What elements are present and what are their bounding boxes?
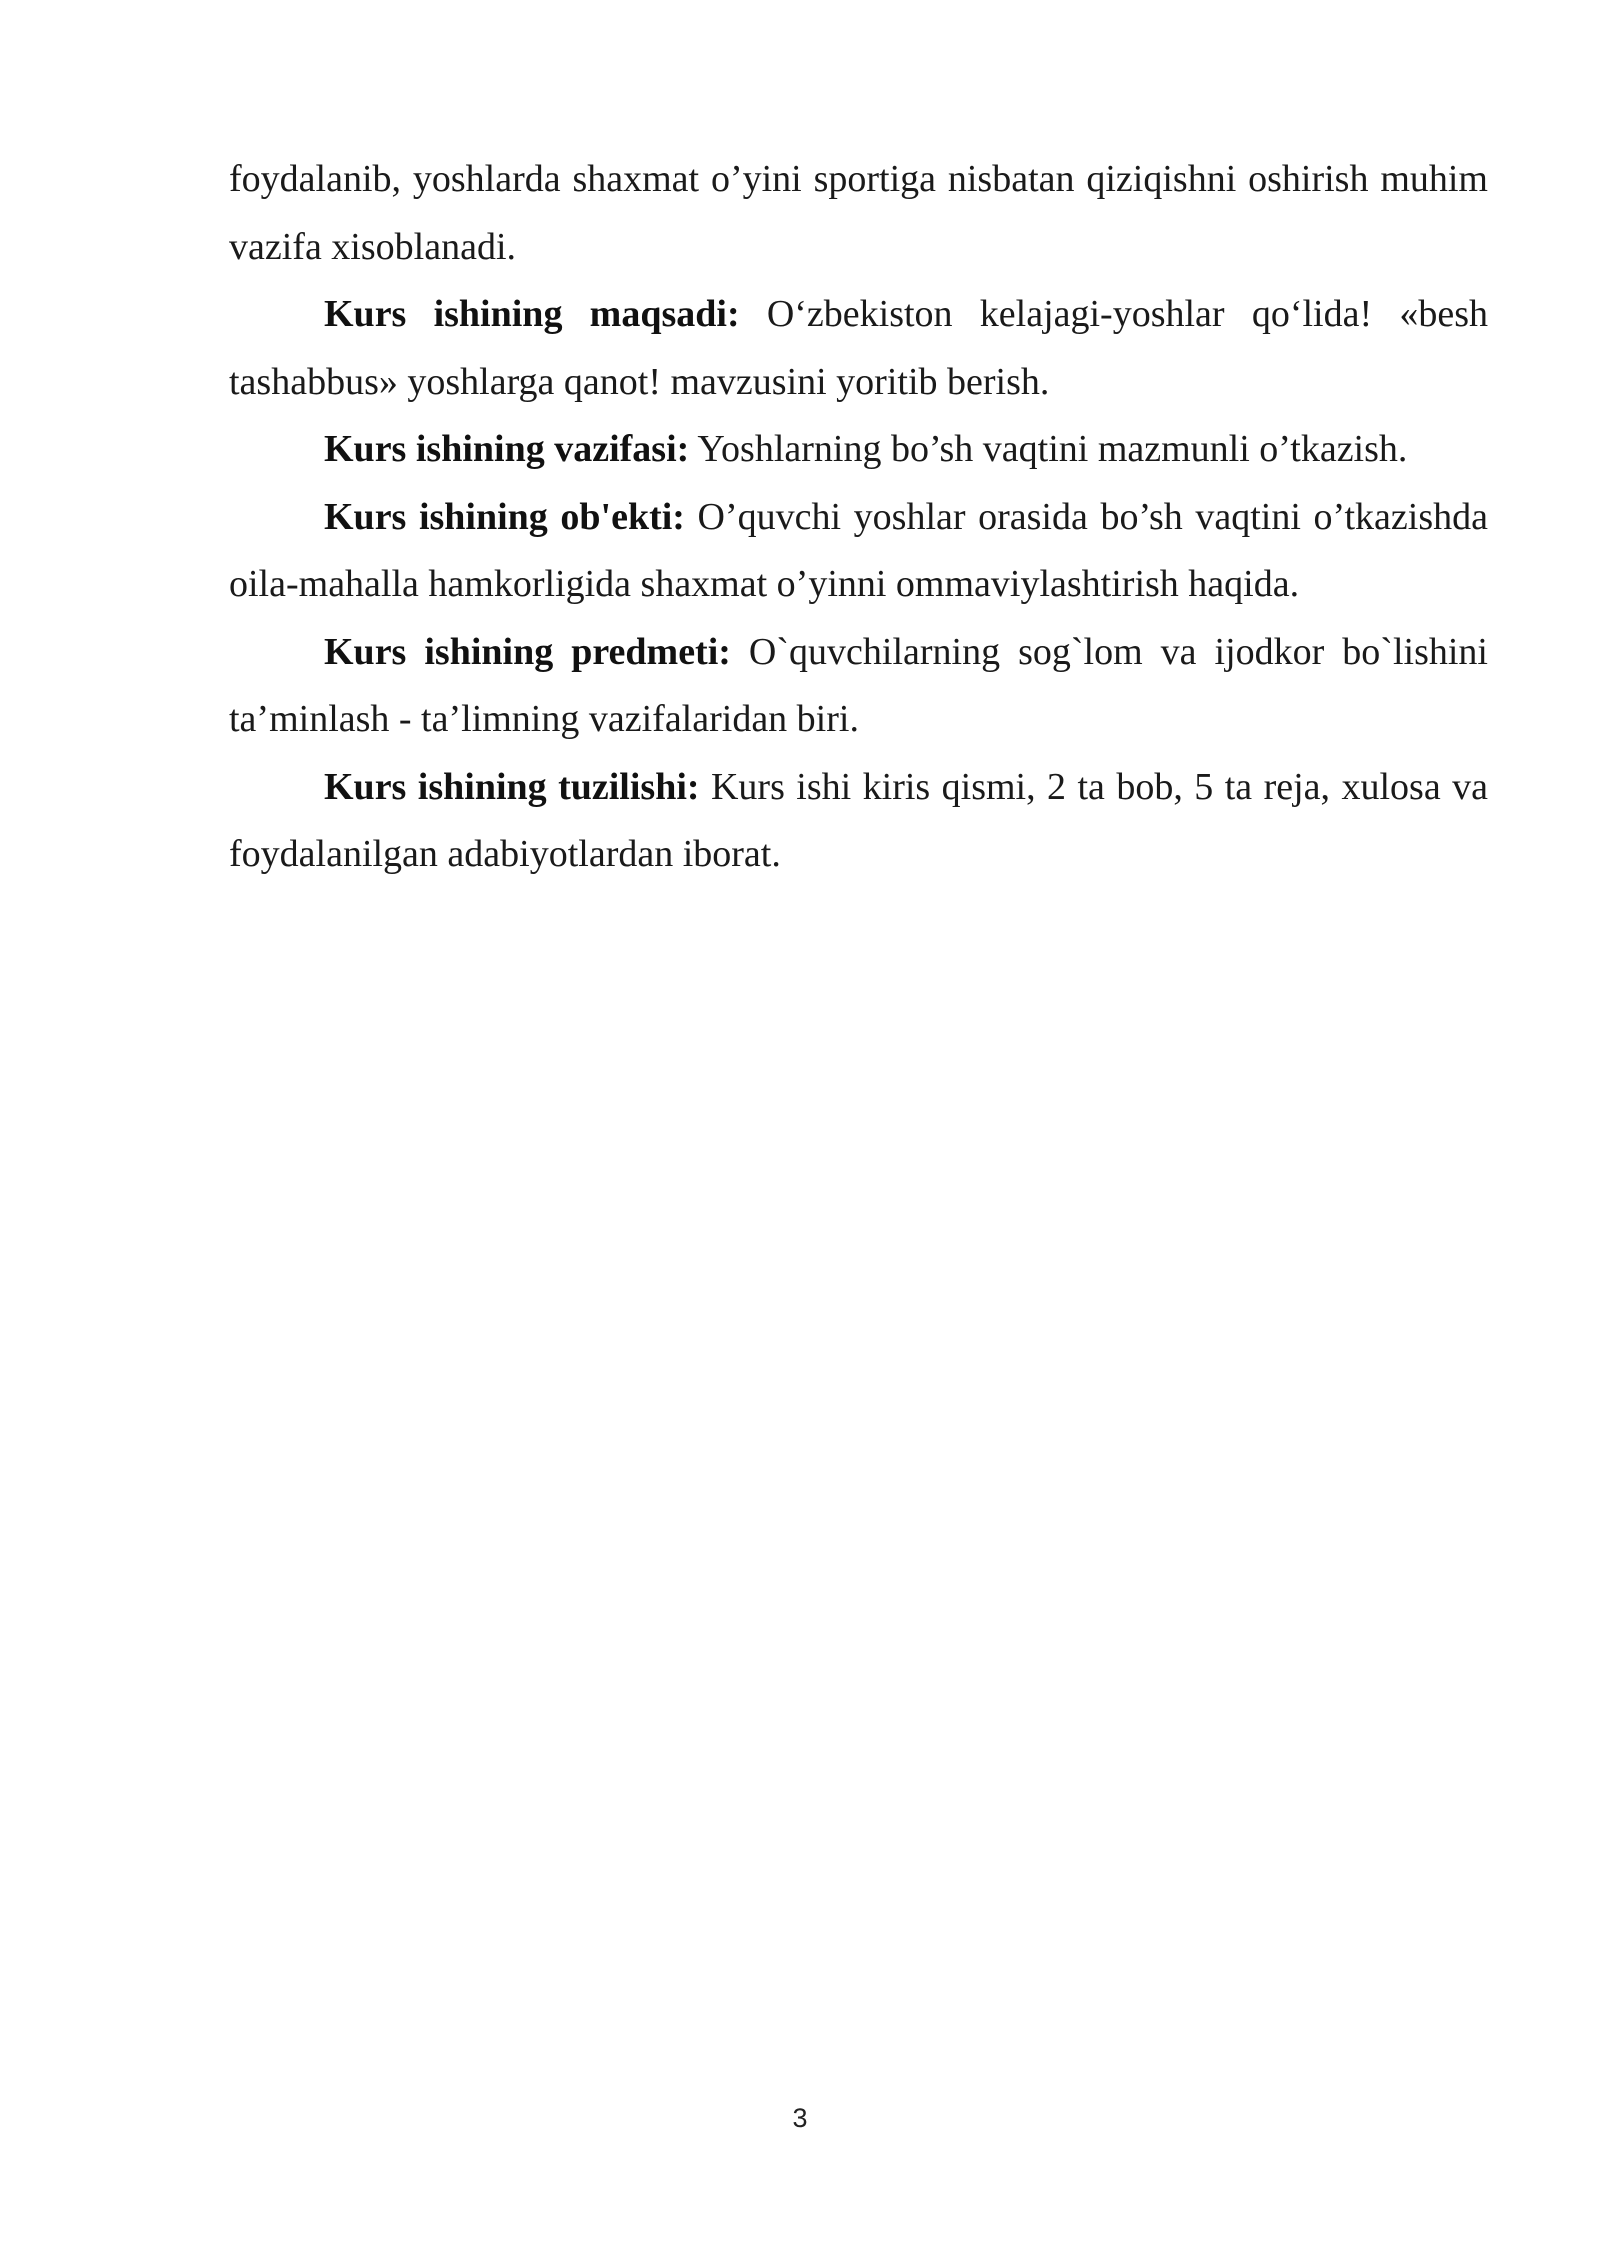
paragraph-text: O‘zbekiston kelajagi-yoshlar qo‘lida! «besh tashabbus» yoshlarga qanot! mavzusini yoritib berish. [229, 293, 1488, 403]
paragraph-label: Kurs ishining ob'ekti: [324, 495, 685, 538]
paragraph-intro-continuation [229, 146, 1488, 281]
paragraph-text: foydalanib, yoshlarda shaxmat o’yini sportiga nisbatan qiziqishni oshirish muhim vazifa xisoblanadi. [229, 158, 1488, 268]
paragraph-label: Kurs ishining tuzilishi: [324, 765, 700, 808]
paragraph-text: O’quvchi yoshlar orasida bo’sh vaqtini o’tkazishda oila-mahalla hamkorligida shaxmat o’yinni ommaviylashtirish haqida. [229, 495, 1488, 605]
paragraph-label: Kurs ishining maqsadi: [324, 293, 740, 335]
paragraph-text: Yoshlarning bo’sh vaqtini mazmunli o’tkazish. [689, 428, 1408, 470]
paragraph-obekti [229, 484, 1488, 619]
paragraph-text: Kurs ishi kiris qismi, 2 ta bob, 5 ta reja, xulosa va foydalanilgan adabiyotlardan iborat. [229, 765, 1488, 875]
paragraph-label: Kurs ishining predmeti: [324, 630, 731, 673]
paragraph-text: O`quvchilarning sog`lom va ijodkor bo`lishini ta’minlash - ta’limning vazifalaridan biri. [229, 630, 1488, 740]
paragraph-label: Kurs ishining vazifasi: [324, 428, 690, 470]
paragraph-tuzilishi [229, 754, 1488, 889]
paragraph-predmeti [229, 619, 1488, 754]
paragraph-maqsadi [229, 281, 1488, 416]
page-number: 3 [792, 2103, 808, 2133]
paragraph-vazifasi [229, 416, 1488, 484]
document-body [229, 146, 1488, 889]
